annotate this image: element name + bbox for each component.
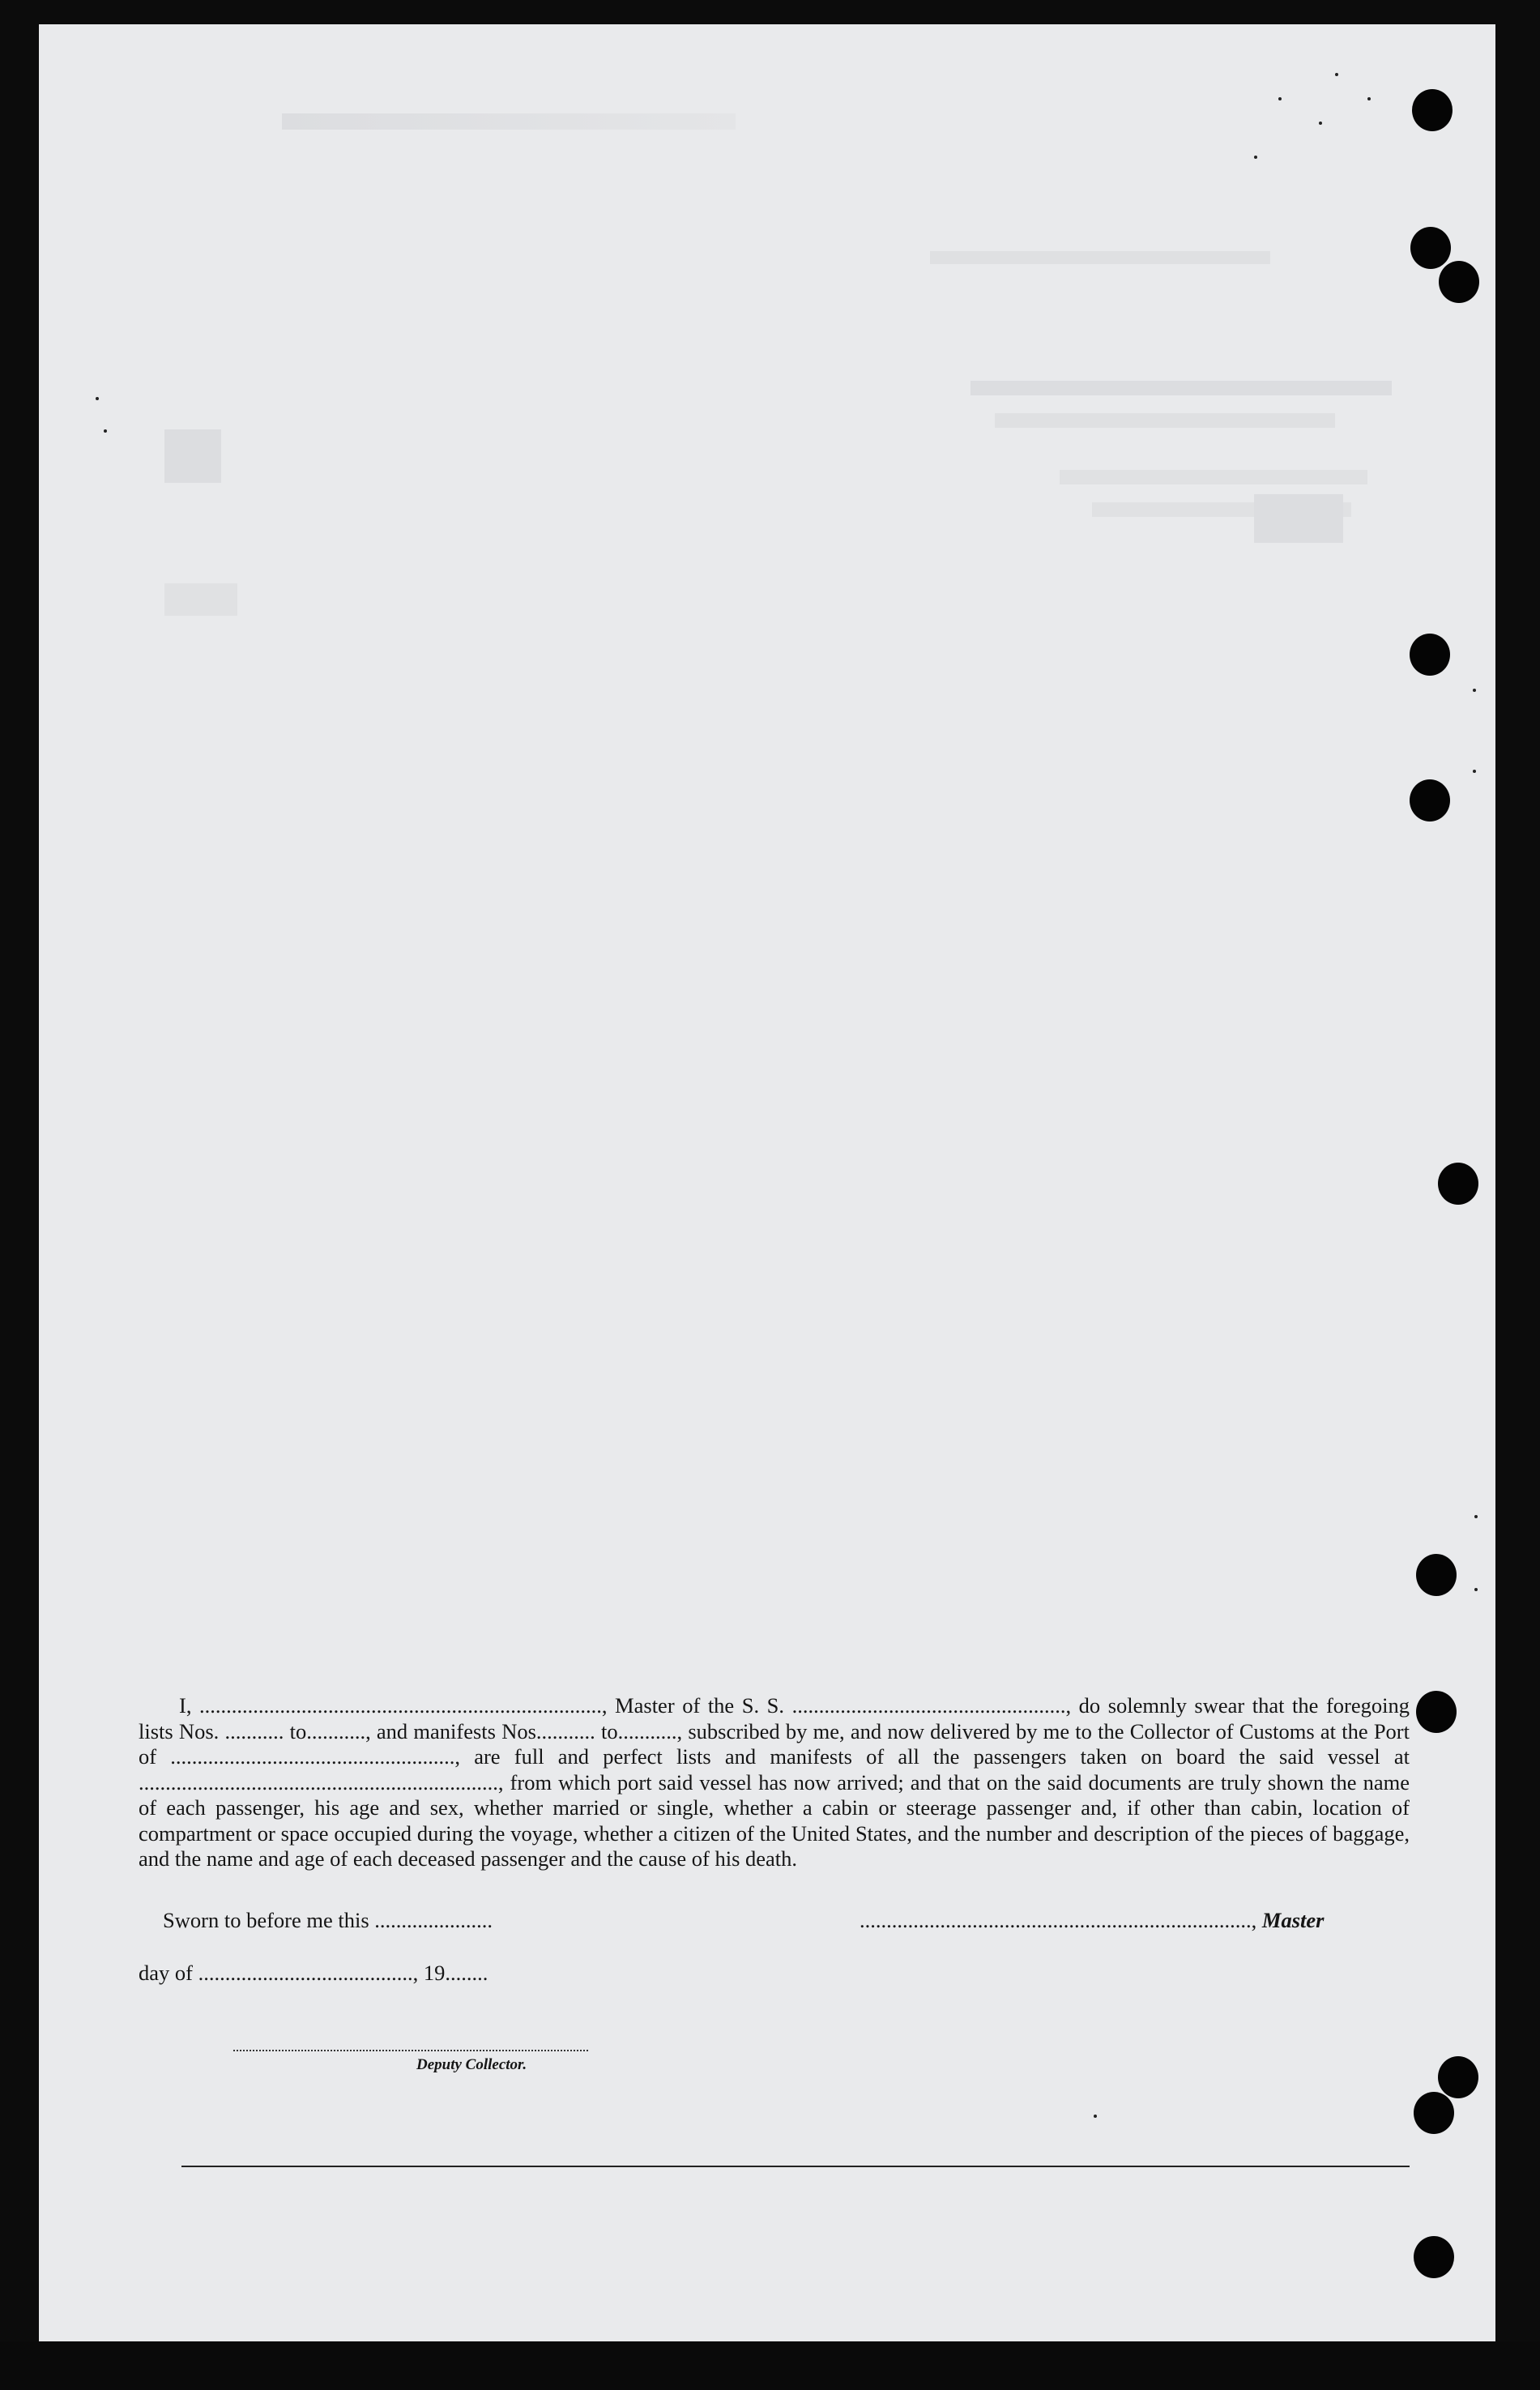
master-signature-row [860,1908,1324,1933]
punch-hole [1438,1163,1478,1205]
punch-hole [1414,2236,1454,2278]
deputy-collector-label: Deputy Collector. [416,2056,527,2073]
punch-hole [1439,261,1479,303]
scan-bottom-border [0,2341,1540,2390]
day-row [139,1961,488,1986]
punch-hole [1416,1554,1457,1596]
master-signature-blank[interactable]: ........................................................................., [860,1908,1257,1932]
speck [104,429,107,433]
speck [96,397,99,400]
speck [1319,122,1322,125]
punch-hole [1410,227,1451,269]
bleed-through-ghost [930,251,1270,264]
punch-hole [1414,2092,1454,2134]
speck [1254,156,1257,159]
bleed-through-ghost [1254,494,1343,543]
year-prefix: 19 [423,1961,446,1985]
master-label: Master [1261,1908,1325,1932]
bleed-through-ghost [164,429,221,483]
bleed-through-ghost [970,381,1392,395]
speck [1278,97,1282,100]
sworn-date-blank[interactable]: ...................... [374,1908,493,1932]
oath-text: I, ..........................................................................., Master of the S. S. ..................................................., do solemnly swear that the foregoing lists Nos. ........... to..........., and manifests Nos........... to..........., subscribed by me, and now delivered by me to the Collector of Customs at the Port of ....................................................., are full and perfect lists and manifests of all the passengers taken on board the said vessel at ..................................................................., from which port said vessel has now arrived; and that on the said documents are truly shown the name of each passenger, his age and sex, whether married or single, whether a cabin or steerage passenger and, if other than cabin, location of compartment or space occupied during the voyage, whether a citizen of the United States, and the number and description of the pieces of baggage, and the name and age of each deceased passenger and the cause of his death. [139,1693,1410,1871]
punch-hole [1412,89,1453,131]
speck [1367,97,1371,100]
day-label: day of [139,1961,193,1985]
punch-hole [1416,1691,1457,1733]
bottom-rule [181,2166,1410,2167]
year-blank[interactable]: ........ [445,1961,488,1985]
speck [1335,73,1338,76]
punch-hole [1410,779,1450,822]
form-page [39,24,1495,2341]
deputy-signature-line[interactable] [233,2050,588,2051]
bleed-through-ghost [282,113,736,130]
punch-hole [1438,2056,1478,2098]
sworn-label: Sworn to before me this [163,1908,369,1932]
bleed-through-ghost [1060,470,1367,484]
speck [1473,689,1476,692]
day-month-blank[interactable]: ........................................, [198,1961,419,1985]
bleed-through-ghost [164,583,237,616]
speck [1474,1515,1478,1518]
master-oath-paragraph [139,1693,1410,1872]
punch-hole [1410,634,1450,676]
speck [1474,1588,1478,1591]
speck [1473,770,1476,773]
speck [1094,2115,1097,2118]
bleed-through-ghost [995,413,1335,428]
sworn-row [163,1908,493,1933]
